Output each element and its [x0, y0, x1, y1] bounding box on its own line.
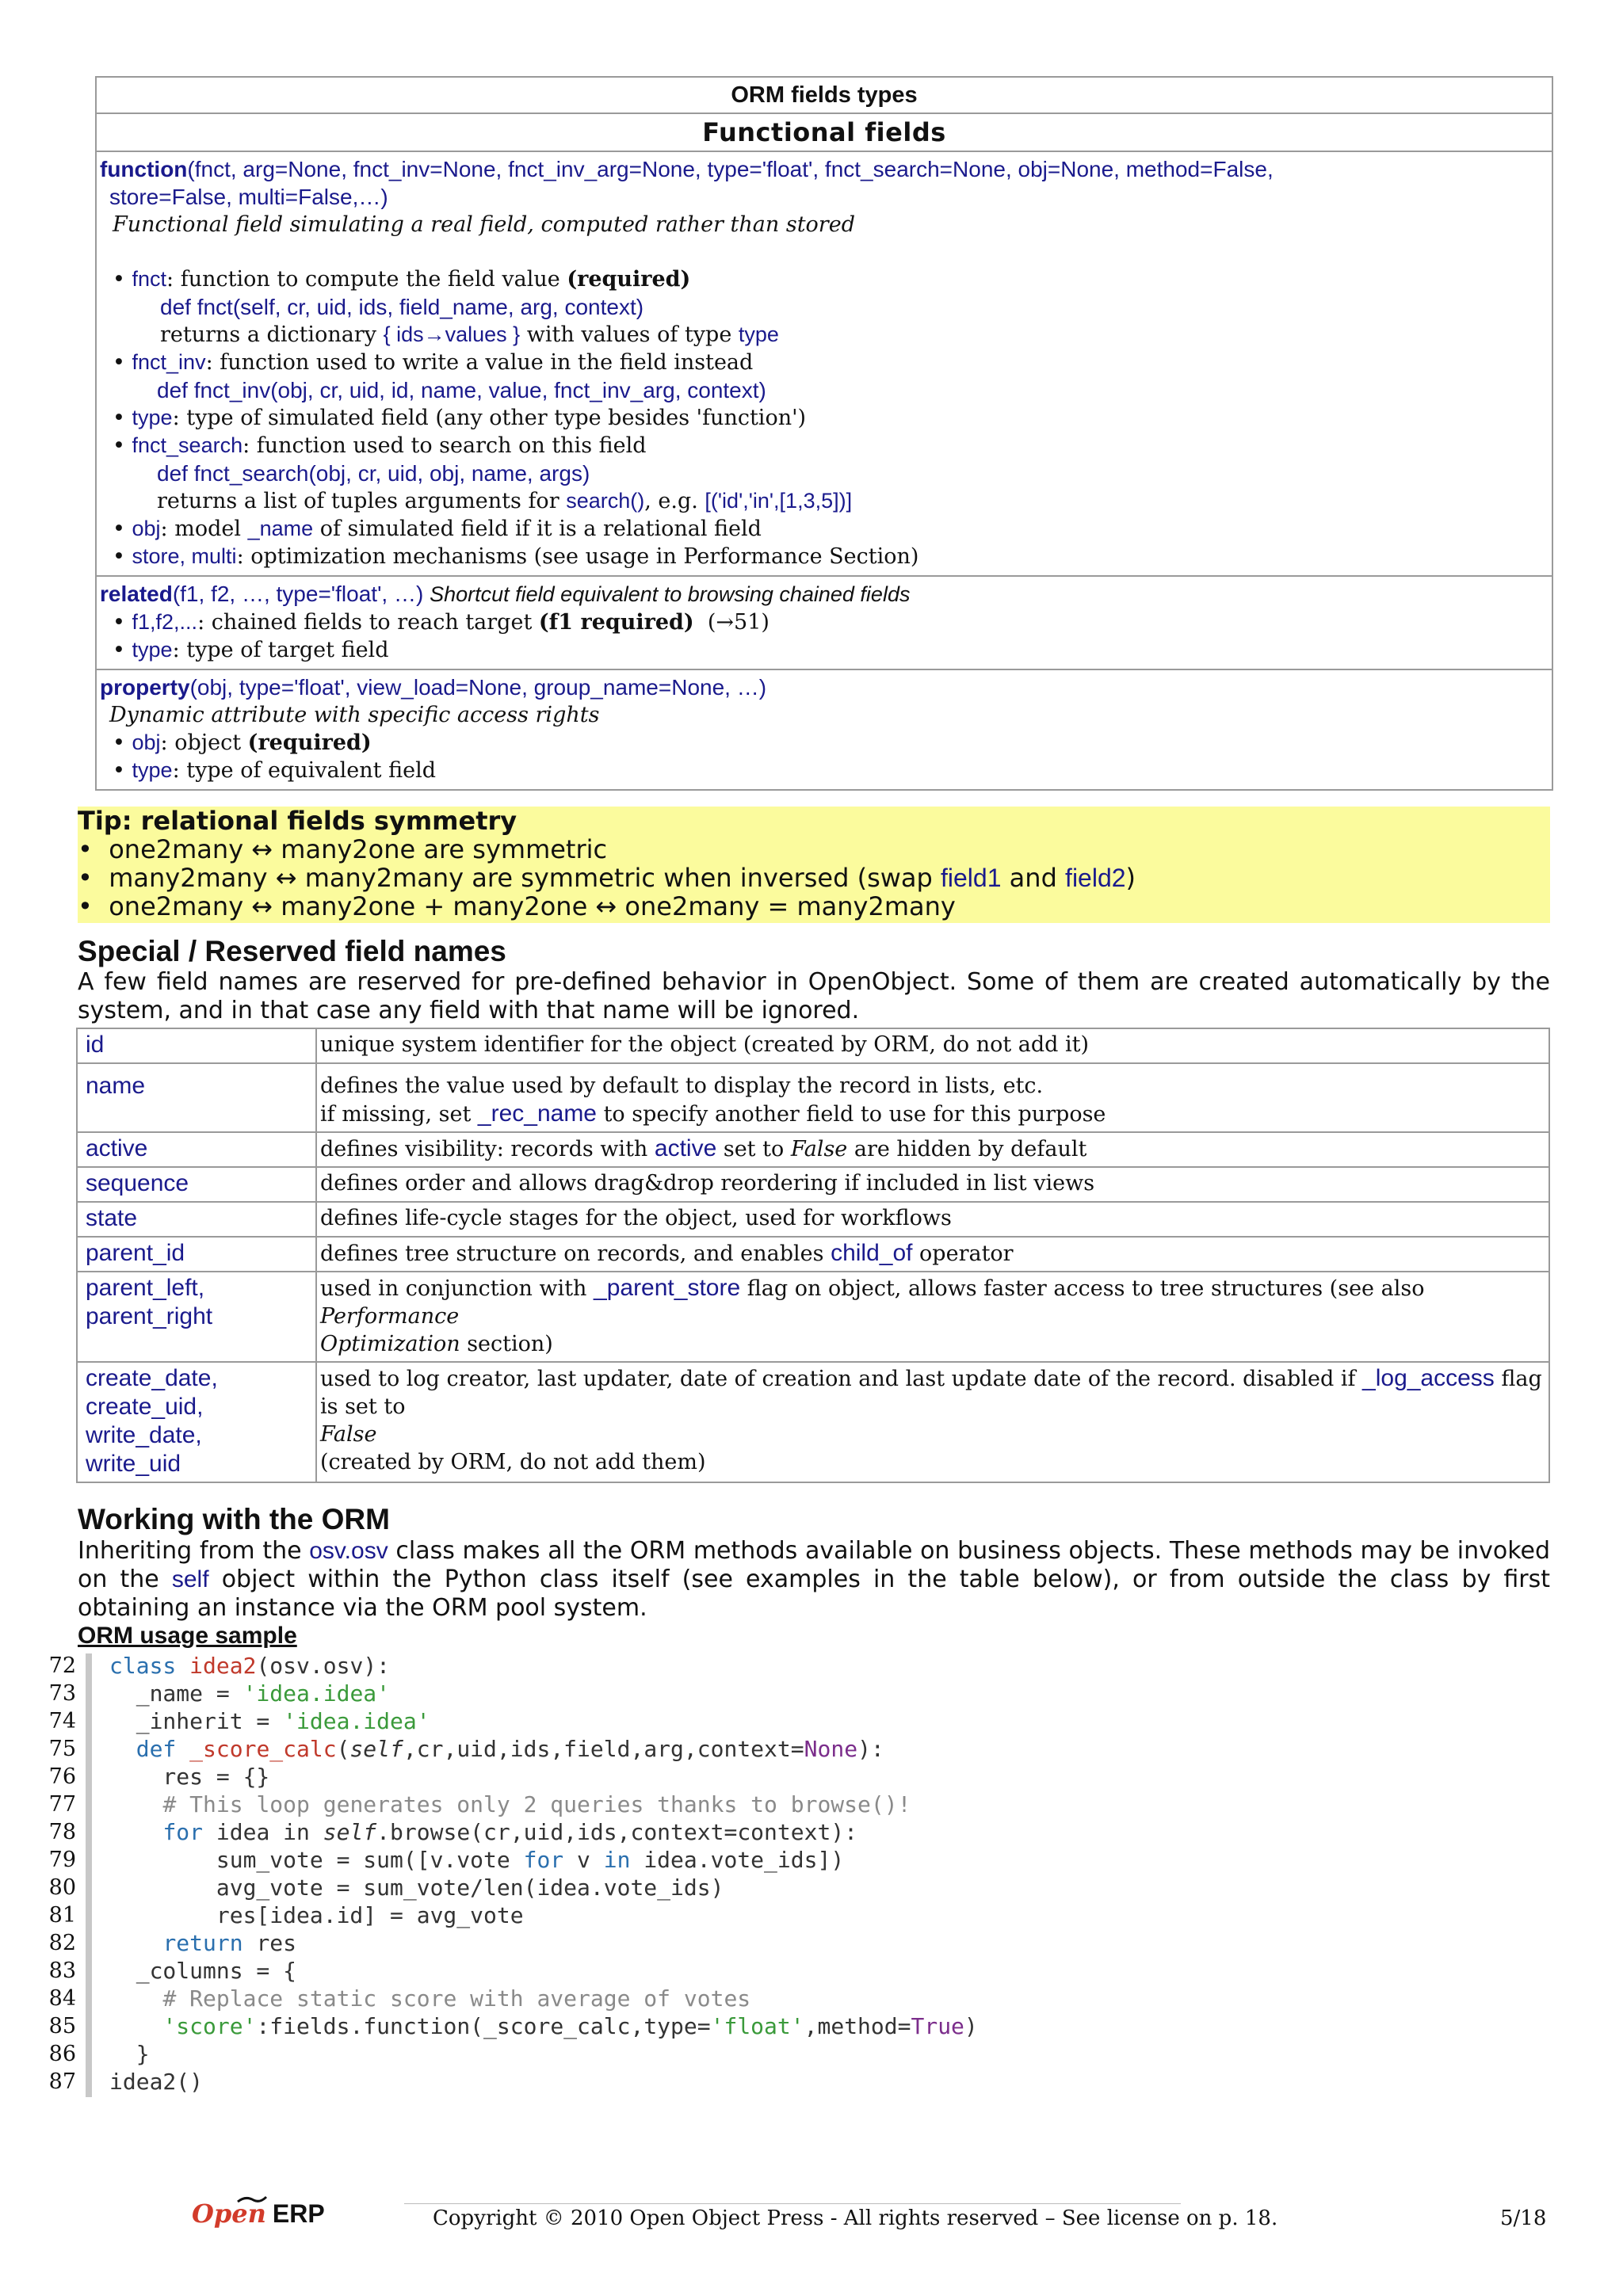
- code-def: def fnct(self, cr, uid, ids, field_name, arg, context): [160, 295, 644, 319]
- related-description: Shortcut field equivalent to browsing chained fields: [430, 582, 911, 606]
- code-def: def fnct_inv(obj, cr, uid, id, name, value, fnct_inv_arg, context): [157, 378, 766, 402]
- function-section: [97, 152, 1552, 577]
- code-line: 75 def _score_calc(self,cr,uid,ids,field,arg,context=None):: [48, 1736, 884, 1762]
- property-description: Dynamic attribute with specific access rights: [109, 703, 600, 727]
- special-paragraph: A few field names are reserved for pre-defined behavior in OpenObject. Some of them are created automatically by the system, and in that case any field with that name will be ignored.: [78, 968, 1550, 1024]
- tip-title: Tip: relational fields symmetry: [78, 806, 517, 836]
- table-row: create_date, create_uid, write_date, write_uid used to log creator, last updater, date of creation and last update date of the record. disabled if _log_access flag is set to False (created by ORM, do not add them): [77, 1362, 1549, 1482]
- table-row: parent_left, parent_right used in conjunction with _parent_store flag on object, allows faster access to tree structures (see also Performance Optimization section): [77, 1272, 1549, 1362]
- list-item: • fnct: function to compute the field value (required): [113, 267, 691, 292]
- property-name: property: [100, 675, 190, 700]
- code-line: 73 _name = 'idea.idea': [48, 1680, 391, 1707]
- list-item: • obj: object (required): [113, 730, 372, 755]
- tip-box: [78, 807, 1550, 923]
- code-line: 82 return res: [48, 1930, 297, 1956]
- reserved-fields-table: [76, 1028, 1550, 1483]
- list-item: • type: type of simulated field (any other type besides 'function'): [113, 406, 807, 430]
- special-heading: Special / Reserved field names: [78, 935, 506, 967]
- table-subtitle: Functional fields: [97, 114, 1552, 152]
- property-section: property(obj, type='float', view_load=None, group_name=None, …) Dynamic attribute with specific access rights • obj: object (required) • type: type of equivalent field: [97, 670, 1552, 789]
- working-paragraph: Inheriting from the osv.osv class makes all the ORM methods available on business objects. These methods may be invoked on the self object within the Python class itself (see examples in the table below), or from outside the class by first obtaining an instance via the ORM pool system.: [78, 1537, 1550, 1622]
- tip-item: • many2many ↔ many2many are symmetric when inversed (swap field1 and field2): [78, 863, 1136, 893]
- code-line: 72 class idea2(osv.osv):: [48, 1653, 391, 1679]
- page-number: 5/18: [1500, 2206, 1547, 2230]
- footer-divider: [404, 2203, 1181, 2204]
- tip-item: • one2many ↔ many2one + many2one ↔ one2many = many2many: [78, 891, 956, 921]
- code-line: 80 avg_vote = sum_vote/len(idea.vote_ids): [48, 1875, 724, 1901]
- code-line: 81 res[idea.id] = avg_vote: [48, 1902, 524, 1928]
- orm-fields-table: [95, 76, 1553, 791]
- code-line: 76 res = {}: [48, 1764, 270, 1790]
- table-title: ORM fields types: [97, 78, 1552, 114]
- table-row: state defines life-cycle stages for the object, used for workflows: [77, 1202, 1549, 1237]
- related-section: related(f1, f2, …, type='float', …) Shortcut field equivalent to browsing chained fields • f1,f2,...: chained fields to reach target (f1 required) (→51) • type: type of target field: [97, 577, 1552, 670]
- function-description: Functional field simulating a real field, computed rather than stored: [113, 212, 855, 237]
- list-item: • fnct_inv: function used to write a value in the field instead: [113, 350, 754, 375]
- function-params-2: store=False, multi=False,…): [109, 185, 388, 209]
- code-line: 87 idea2(): [48, 2069, 204, 2095]
- code-line: 79 sum_vote = sum([v.vote for v in idea.vote_ids]): [48, 1847, 845, 1873]
- table-row: sequence defines order and allows drag&drop reordering if included in list views: [77, 1167, 1549, 1202]
- list-item: • f1,f2,...: chained fields to reach target (f1 required) (→51): [113, 610, 769, 635]
- code-block: [44, 1652, 1233, 2096]
- list-item: • type: type of equivalent field: [113, 758, 436, 783]
- table-row: parent_id defines tree structure on records, and enables child_of operator: [77, 1237, 1549, 1272]
- code-line: 78 for idea in self.browse(cr,uid,ids,context=context):: [48, 1819, 858, 1845]
- table-row: active defines visibility: records with active set to False are hidden by default: [77, 1132, 1549, 1167]
- openerp-logo: Open ERP: [192, 2199, 325, 2229]
- list-item: returns a dictionary { ids→values } with values of type type: [160, 322, 779, 347]
- sample-title: ORM usage sample: [78, 1623, 297, 1649]
- related-name: related: [100, 582, 173, 606]
- table-row: name defines the value used by default to display the record in lists, etc. if missing, set _rec_name to specify another field to use for this purpose: [77, 1063, 1549, 1132]
- logo-swoosh-icon: [236, 2194, 268, 2205]
- list-item: • fnct_search: function used to search on this field: [113, 433, 647, 458]
- function-params: (fnct, arg=None, fnct_inv=None, fnct_inv_arg=None, type='float', fnct_search=None, obj=None, method=False,: [187, 157, 1274, 181]
- code-def: def fnct_search(obj, cr, uid, obj, name, args): [157, 461, 590, 486]
- tip-item: • one2many ↔ many2one are symmetric: [78, 834, 608, 864]
- code-line: 77 # This loop generates only 2 queries thanks to browse()!: [48, 1791, 911, 1817]
- function-name: function: [100, 157, 188, 181]
- code-line: 83 _columns = {: [48, 1958, 297, 1984]
- list-item: returns a list of tuples arguments for search(), e.g. [('id','in',[1,3,5])]: [157, 489, 853, 513]
- list-item: • store, multi: optimization mechanisms (see usage in Performance Section): [113, 544, 919, 569]
- code-line: 86 }: [48, 2041, 150, 2067]
- code-line: 85 'score':fields.function(_score_calc,type='float',method=True): [48, 2013, 978, 2039]
- table-row: id unique system identifier for the object (created by ORM, do not add it): [77, 1028, 1549, 1063]
- list-item: • type: type of target field: [113, 638, 389, 662]
- code-line: 84 # Replace static score with average of votes: [48, 1985, 751, 2012]
- code-line: 74 _inherit = 'idea.idea': [48, 1708, 430, 1734]
- footer-copyright: Copyright © 2010 Open Object Press - All rights reserved – See license on p. 18.: [433, 2206, 1278, 2230]
- working-heading: Working with the ORM: [78, 1503, 390, 1535]
- list-item: • obj: model _name of simulated field if it is a relational field: [113, 517, 762, 541]
